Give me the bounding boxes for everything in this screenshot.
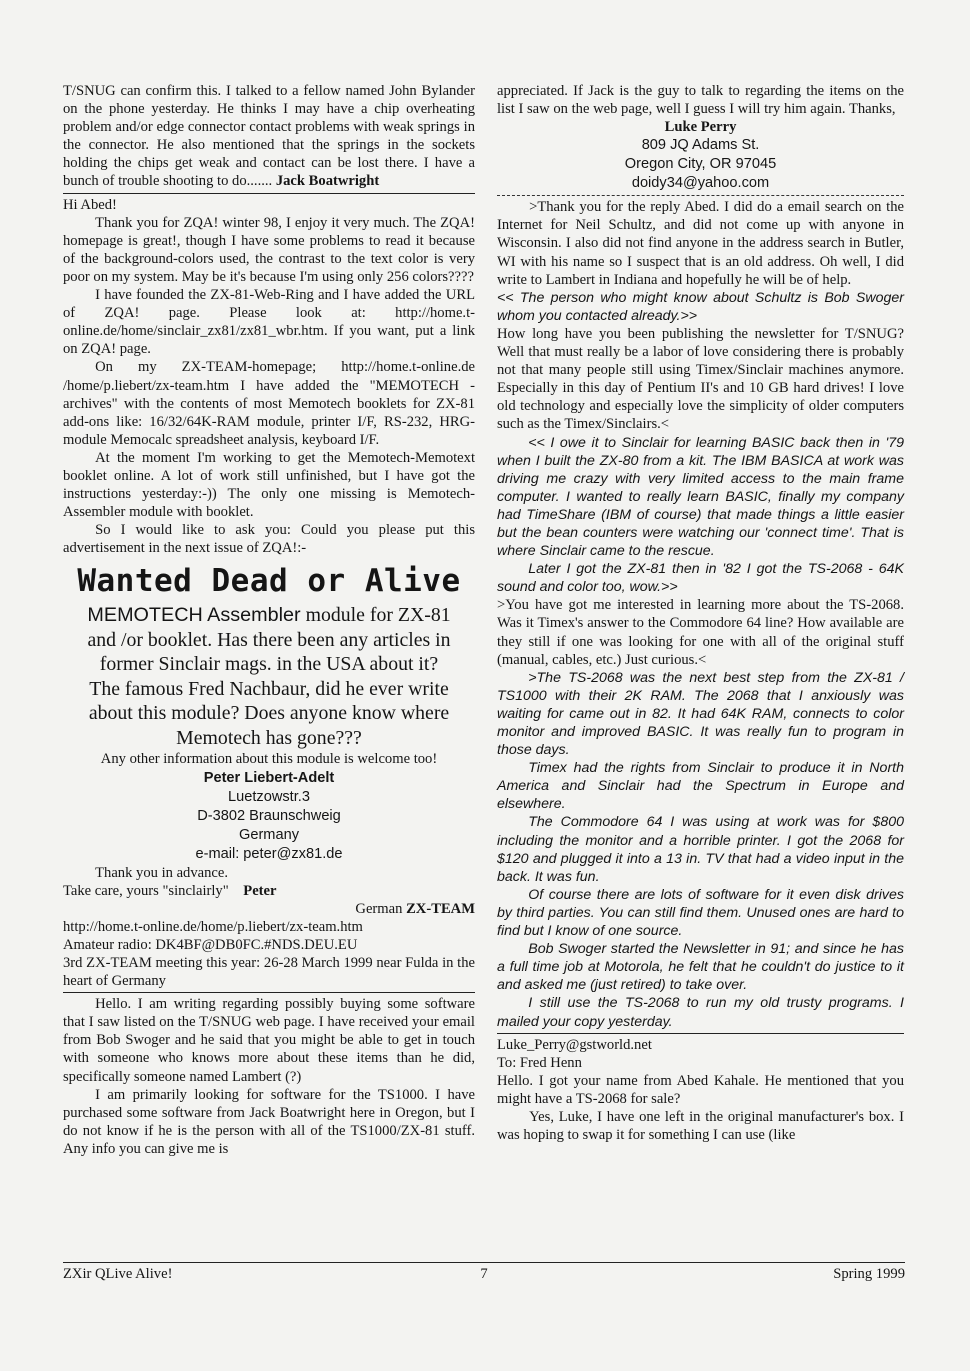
letter-paragraph: Hello. I got your name from Abed Kahale. He mentioned that you might have a TS-2068 for sale? [497, 1072, 904, 1107]
ad-line: Memotech has gone??? [176, 726, 362, 749]
reply-paragraph: Of course there are lots of software for it even disk drives by third parties. You can still find them. Unused ones are hard to find but I know of one source. [497, 886, 904, 940]
left-column [63, 82, 475, 1158]
reply-paragraph: >The TS-2068 was the next best step from the ZX-81 / TS1000 with their 2K RAM. The 2068 that I anxiously was waiting for came out in 82. It had 64K RAM, connects to color monitor and improved BASIC. It was really fun to program in those days. [497, 669, 904, 759]
ad-note: Any other information about this module is welcome too! [100, 751, 438, 768]
right-column [497, 82, 904, 1144]
team-prefix: German [355, 900, 403, 917]
letter-paragraph: I am primarily looking for software for the TS1000. I have purchased some software from Jack Boatwright here in Oregon, but I do not know if he is the person with all of the TS1000/ZX-81 stuff. Any info you can give me is [63, 1086, 475, 1157]
closing-line: Thank you in advance. [95, 864, 229, 881]
sig-city: Oregon City, OR 97045 [624, 156, 777, 173]
reply-paragraph: << The person who might know about Schultz is Bob Swoger whom you contacted already.>> [497, 289, 904, 324]
divider [63, 193, 475, 194]
ad-text: MEMOTECH Assembler [87, 604, 301, 627]
letter-paragraph: Hello. I am writing regarding possibly buying some software that I saw listed on the T/SNUG web page. I have received your email from Bob Swoger and he said that you might be able to get in touch with someone who knows more about these items than he did, specifically someone named Lambert (?) [63, 996, 475, 1085]
signature-luke: Luke Perry [664, 119, 737, 136]
footer-page-number: 7 [480, 1266, 488, 1282]
ad-line: The famous Fred Nachbaur, did he ever write [89, 677, 449, 700]
team-line [63, 900, 475, 918]
letter-paragraph: On my ZX-TEAM-homepage; http://home.t-online.de /home/p.liebert/zx-team.htm I have added the "MEMOTECH -archives" with the contents of most Memotech booklets for ZX-81 add-ons like: 16/32/64K-RAM module, printer I/F, RS-232, HRG-module Memocalc spreadsheet analysis, keyboard I/F. [63, 359, 475, 448]
team-name: ZX-TEAM [406, 900, 475, 917]
closing-line [63, 882, 475, 900]
page-footer [63, 1262, 905, 1283]
letter-paragraph: >You have got me interested in learning more about the TS-2068. Was it Timex's answer to the Commodore 64 line? How available are they still if one was looking for one with all of the original stuff (manual, cables, etc.) Just curious.< [497, 597, 904, 668]
letter-paragraph: I have founded the ZX-81-Web-Ring and I have added the URL of ZQA! page. Please look at: http://home.t-online.de/home/sinclair_zx81/zx81_wbr.htm. If you want, put a link on ZQA! page. [63, 287, 475, 358]
divider [497, 195, 904, 196]
letter-paragraph: >Thank you for the reply Abed. I did do a email search on the Internet for Neil Schultz, and did not come up with anyone in Wisconsin. I also did not find anyone in the address search in Butler, WI with his name so I suspect that is an old address. Oh well, I did write to Lambert in Indiana and hopefully he will be of help. [497, 199, 904, 288]
letter-paragraph: appreciated. If Jack is the guy to talk to regarding the items on the list I saw on the web page, well I guess I will try him again. Thanks, [497, 83, 904, 118]
greeting: Hi Abed! [63, 196, 117, 213]
reply-paragraph: Later I got the ZX-81 then in '82 I got the TS-2068 - 64K sound and color too, wow.>> [497, 561, 904, 596]
ad-contact-name: Peter Liebert-Adelt [203, 769, 335, 786]
ad-contact-country: Germany [238, 826, 299, 843]
ad-contact-street: Luetzowstr.3 [228, 788, 310, 805]
email-from: Luke_Perry@gstworld.net [497, 1036, 652, 1053]
reply-paragraph: Bob Swoger started the Newsletter in 91; and since he has a full time job at Motorola, he felt that he couldn't do justice to it and asked me (just retired) to take over. [497, 941, 904, 994]
ad-line: and /or booklet. Has there been any articles in [87, 628, 451, 651]
ad-contact-email: e-mail: peter@zx81.de [195, 845, 343, 862]
meeting-note: 3rd ZX-TEAM meeting this year: 26-28 March 1999 near Fulda in the heart of Germany [63, 955, 475, 990]
letter-paragraph: Thank you for ZQA! winter 98, I enjoy it very much. The ZQA! homepage is great!, though I have some problems to read it because of the background-colors used, the contrast to the text color is very poor on my system. May be it's because I'm using only 256 colors???? [63, 214, 475, 285]
divider [63, 992, 475, 993]
letter-paragraph: Yes, Luke, I have one left in the original manufacturer's box. I was hoping to swap it for something I can use (like [497, 1108, 904, 1144]
amateur-radio: Amateur radio: DK4BF@DB0FC.#NDS.DEU.EU [63, 936, 358, 953]
letter-paragraph [63, 82, 475, 191]
sig-street: 809 JQ Adams St. [641, 137, 760, 154]
signature-jack: Jack Boatwright [275, 173, 380, 190]
letter-paragraph: At the moment I'm working to get the Memotech-Memotext booklet online. A lot of work still unfinished, but I have got the instructions yesterday:-)) The only one missing is Memotech-Assembler module with booklet. [63, 449, 475, 521]
ad-line: former Sinclair mags. in the USA about it? [99, 653, 439, 676]
ad-contact-city: D-3802 Braunschweig [197, 807, 341, 824]
ad-line [63, 603, 475, 628]
sig-email: doidy34@yahoo.com [631, 175, 770, 192]
closing-text: Take care, yours "sinclairly" [63, 882, 229, 899]
reply-paragraph: I still use the TS-2068 to run my old trusty programs. I mailed your copy yesterday. [497, 995, 904, 1030]
divider [497, 1033, 904, 1034]
team-url: http://home.t-online.de/home/p.liebert/zx-team.htm [63, 918, 363, 935]
signature-peter: Peter [243, 882, 277, 899]
ad-headline: Wanted Dead or Alive [77, 563, 461, 600]
footer-issue: Spring 1999 [833, 1266, 905, 1282]
letter-paragraph: How long have you been publishing the newsletter for T/SNUG? Well that must really be a labor of love considering there is probably not that many people still using Timex/Sinclair machines anymore. Especially in this day of Pentium II's and 10 GB hard drives! I love old technology and especially love the simplicity of older computers such as the Timex/Sinclairs.< [497, 325, 904, 433]
ad-line: about this module? Does anyone know where [88, 702, 450, 725]
footer-publication: ZXir QLive Alive! [63, 1266, 173, 1282]
email-to: To: Fred Henn [497, 1054, 582, 1071]
reply-paragraph: The Commodore 64 I was using at work was for $800 including the monitor and a horrible printer. I got the 2068 for $120 and plugged it into a 13 in. TV that had a video input in the back. It was fun. [497, 814, 904, 885]
reply-paragraph: << I owe it to Sinclair for learning BASIC back then in '79 when I built the ZX-80 from a kit. The IBM BASICA at work was driving me crazy with very limited access to the main frame computer. I wanted to really learn BASIC, finally my company had TimeShare (IBM of course) that made things a little easier but the bean counters were watching our 'connect time'. That is where Sinclair came to the rescue. [497, 434, 904, 560]
reply-paragraph: Timex had the rights from Sinclair to produce it in North America and Sinclair had the Spectrum in Europe and elsewhere. [497, 760, 904, 813]
letter-paragraph: So I would like to ask you: Could you please put this advertisement in the next issue of ZQA!:- [63, 522, 475, 557]
ad-text: module for ZX-81 [305, 604, 451, 627]
paragraph-text: T/SNUG can confirm this. I talked to a fellow named John Bylander on the phone yesterday. He thinks I may have a chip overheating problem and/or edge connector contact problems with weak springs in the connector. He also mentioned that the springs in the sockets holding the chips get weak and contact can be lost there. I have a bunch of trouble shooting to do....... [63, 83, 475, 190]
